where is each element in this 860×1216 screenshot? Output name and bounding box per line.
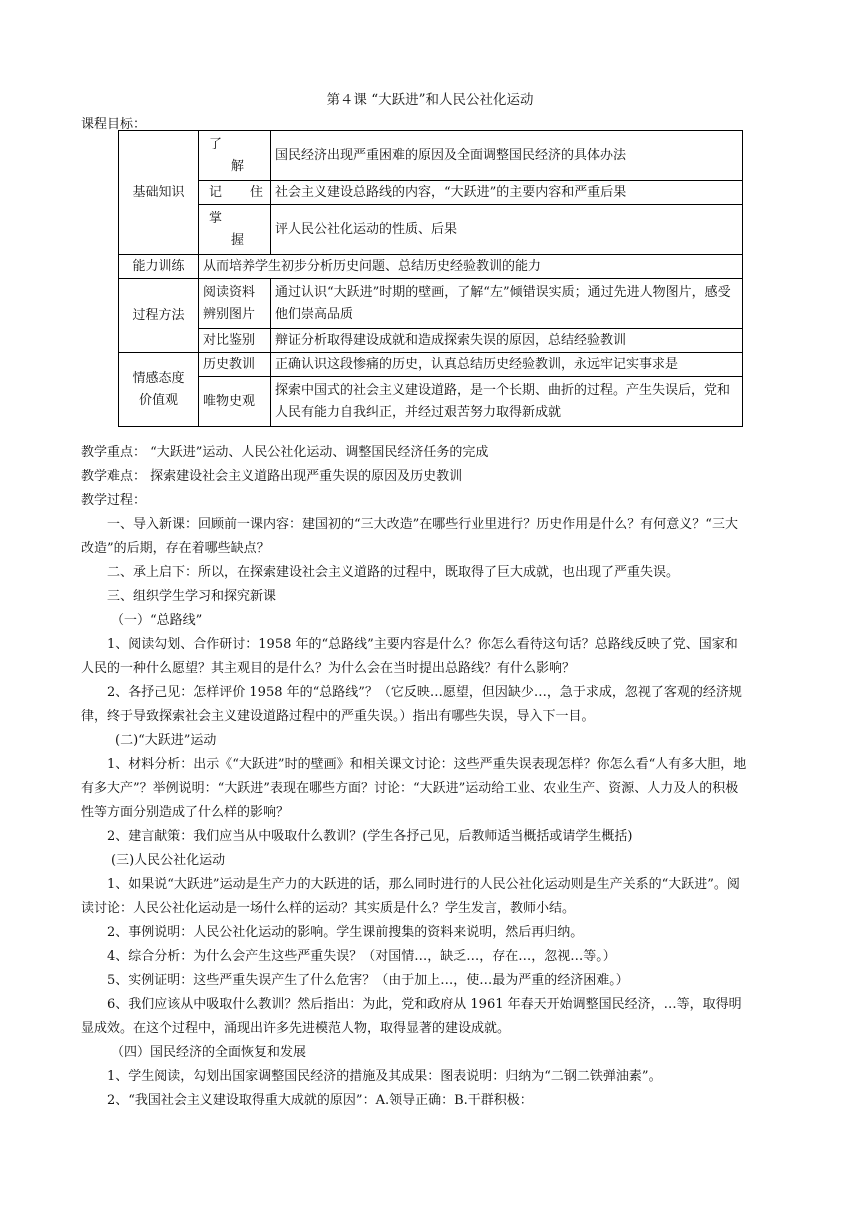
difficulties: 教学难点： 探索建设社会主义道路出现严重失误的原因及历史教训	[81, 469, 463, 484]
content-understand: 国民经济出现严重困难的原因及全面调整国民经济的具体办法	[271, 131, 743, 181]
table-row	[119, 255, 743, 279]
sub-history-lesson: 历史教训	[199, 353, 271, 377]
table-row	[119, 329, 743, 353]
sub-compare: 对比鉴别	[199, 329, 271, 353]
section-heading-1: （一）“总路线”	[111, 613, 203, 628]
goals-table	[118, 130, 743, 427]
paragraph-general-line-1: 1、阅读勾划、合作研讨：1958 年的“总路线”主要内容是什么？你怎么看待这句话？总路线反映了党、国家和人民的一种什么愿望？其主观目的是什么？为什么会在当时提出总路线？有什么影响？	[81, 637, 738, 676]
paragraph-commune-6: 6、我们应该从中吸取什么教训？然后指出：为此，党和政府从 1961 年春天开始调整国民经济，…等，取得明显成效。在这个过程中，涌现出许多先进模范人物，取得显著的建设成就。	[81, 997, 742, 1036]
key-points: 教学重点： “大跃进”运动、人民公社化运动、调整国民经济任务的完成	[81, 445, 489, 460]
sub-reading: 阅读资料 辨别图片	[199, 279, 271, 329]
table-row	[119, 279, 743, 329]
paragraph-commune-5: 5、实例证明：这些严重失误产生了什么危害？（由于加上…，使…最为严重的经济困难。）	[107, 973, 629, 988]
lesson-body	[81, 441, 749, 1113]
paragraph-transition: 二、承上启下：所以，在探索建设社会主义道路的过程中，既取得了巨大成就，也出现了严重失误。	[107, 565, 680, 580]
category-process: 过程方法	[119, 279, 199, 353]
paragraph-commune-2: 2、事例说明：人民公社化运动的影响。学生课前搜集的资料来说明，然后再归纳。	[107, 925, 584, 940]
content-master: 评人民公社化运动的性质、后果	[271, 205, 743, 255]
process-label: 教学过程：	[81, 493, 147, 508]
lesson-title: 第４课 “大跃进”和人民公社化运动	[326, 92, 534, 108]
paragraph-general-line-2: 2、各抒己见：怎样评价 1958 年的“总路线”？（它反映…愿望，但因缺少…，急于求成，忽视了客观的经济规律，终于导致探索社会主义建设道路过程中的严重失误。）指出有哪些失误，导入下一目。	[81, 685, 742, 724]
paragraph-commune-1: 1、如果说“大跃进”运动是生产力的大跃进的话，那么同时进行的人民公社化运动则是生产关系的“大跃进”。阅读讨论：人民公社化运动是一场什么样的运动？其实质是什么？学生发言，教师小结。	[81, 877, 740, 916]
paragraph-commune-4: 4、综合分析：为什么会产生这些严重失误？（对国情…，缺乏…，存在…，忽视…等。）	[107, 949, 616, 964]
table-row	[119, 205, 743, 255]
paragraph-recovery-1: 1、学生阅读，勾划出国家调整国民经济的措施及其成果：图表说明：归纳为“二钢二铁弹油素”。	[107, 1069, 662, 1084]
table-row	[119, 377, 743, 427]
sub-master: 掌 握	[199, 205, 271, 255]
paragraph-recovery-2: 2、“我国社会主义建设取得重大成就的原因”：A.领导正确：B.干群积极：	[107, 1093, 533, 1108]
content-reading: 通过认识“大跃进”时期的壁画，了解“左”倾错误实质；通过先进人物图片，感受他们崇高品质	[271, 279, 743, 329]
category-ability: 能力训练	[119, 255, 199, 279]
paragraph-leap-2: 2、建言献策：我们应当从中吸取什么教训？(学生各抒己见，后教师适当概括或请学生概括)	[107, 829, 633, 844]
category-emotion: 情感态度 价值观	[119, 353, 199, 427]
content-history-lesson: 正确认识这段惨痛的历史，认真总结历史经验教训，永远牢记实事求是	[271, 353, 743, 377]
goals-label: 课程目标：	[81, 117, 147, 132]
section-heading-2: (二)“大跃进”运动	[115, 733, 217, 748]
section-heading-4: （四）国民经济的全面恢复和发展	[111, 1045, 307, 1060]
sub-materialism: 唯物史观	[199, 377, 271, 427]
category-basic: 基础知识	[119, 131, 199, 255]
section-heading-3: (三)人民公社化运动	[111, 853, 226, 868]
content-remember: 社会主义建设总路线的内容，“大跃进”的主要内容和严重后果	[271, 181, 743, 205]
content-compare: 辩证分析取得建设成就和造成探索失误的原因，总结经验教训	[271, 329, 743, 353]
paragraph-explore: 三、组织学生学习和探究新课	[107, 589, 277, 604]
table-row	[119, 131, 743, 181]
content-ability: 从而培养学生初步分析历史问题、总结历史经验教训的能力	[199, 255, 743, 279]
sub-understand: 了 解	[199, 131, 271, 181]
paragraph-intro: 一、导入新课：回顾前一课内容：建国初的“三大改造”在哪些行业里进行？历史作用是什么？有何意义？“三大改造”的后期，存在着哪些缺点？	[81, 517, 738, 556]
paragraph-leap-1: 1、材料分析：出示《“大跃进”时的壁画》和相关课文讨论：这些严重失误表现怎样？你怎么看“人有多大胆，地有多大产”？举例说明：“大跃进”表现在哪些方面？讨论：“大跃进”运动给工业、农业生产、资源、人力及人的积极性等方面分别造成了什么样的影响？	[81, 757, 747, 820]
sub-remember: 记 住	[199, 181, 271, 205]
table-row	[119, 353, 743, 377]
content-materialism: 探索中国式的社会主义建设道路，是一个长期、曲折的过程。产生失误后，党和人民有能力自我纠正，并经过艰苦努力取得新成就	[271, 377, 743, 427]
table-row	[119, 181, 743, 205]
